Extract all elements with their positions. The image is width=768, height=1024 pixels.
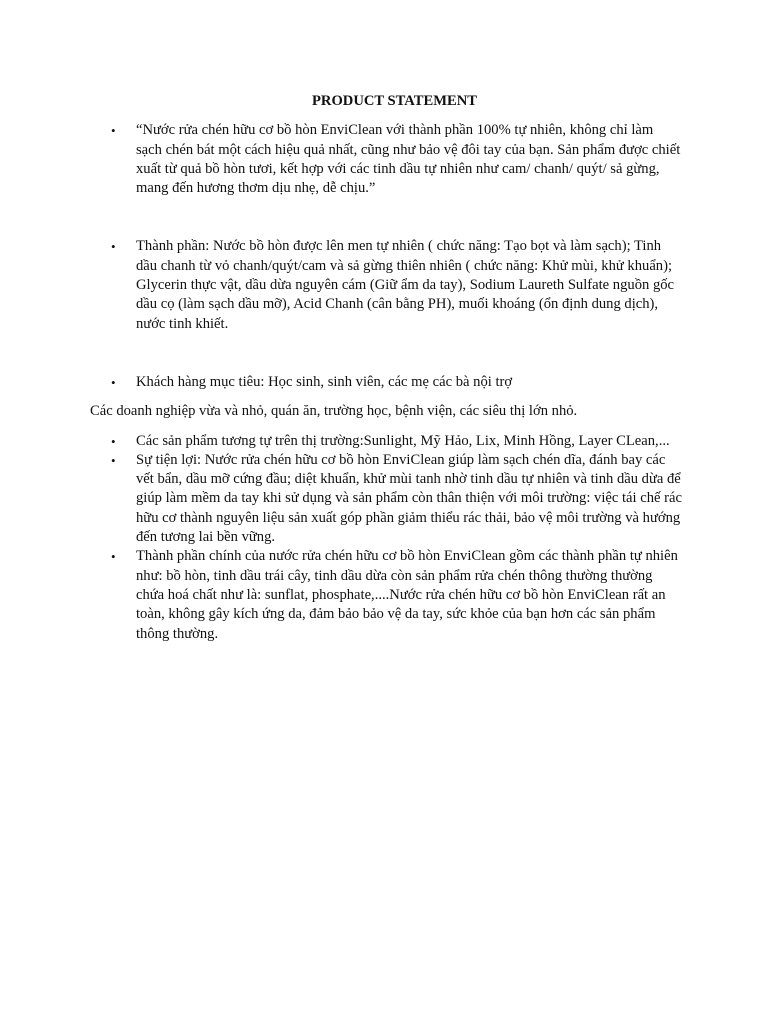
page-title: PRODUCT STATEMENT bbox=[311, 93, 477, 109]
bullet-icon: • bbox=[111, 452, 116, 468]
list-item-convenience bbox=[90, 451, 682, 547]
bullet-icon: • bbox=[111, 374, 116, 390]
list-item-competitors bbox=[90, 432, 682, 451]
list-item-text: “Nước rửa chén hữu cơ bồ hòn EnviClean với thành phần 100% tự nhiên, không chỉ làm sạch chén bát một cách hiệu quả nhất, cũng như bảo vệ đôi tay của bạn. Sản phẩm được chiết xuất từ quả bồ hòn tươi, kết hợp với các tinh dầu tự nhiên như cam/ chanh/ quýt/ sả gừng, mang đến hương thơm dịu nhẹ, dễ chịu.” bbox=[136, 122, 681, 197]
bullet-icon: • bbox=[111, 239, 116, 255]
list-item-ingredients bbox=[90, 237, 682, 333]
list-item-text: Khách hàng mục tiêu: Học sinh, sinh viên, các mẹ các bà nội trợ bbox=[136, 373, 513, 390]
bullet-list-ingredients bbox=[90, 237, 682, 333]
spacer bbox=[90, 392, 682, 402]
spacer bbox=[90, 334, 682, 373]
list-item-statement bbox=[90, 121, 682, 198]
list-item-text: Sự tiện lợi: Nước rửa chén hữu cơ bồ hòn EnviClean giúp làm sạch chén dĩa, đánh bay các vết bẩn, dầu mỡ cứng đầu; diệt khuẩn, khử mùi tanh nhờ tinh dầu tự nhiên và tinh dầu dừa để giúp làm mềm da tay khi sử dụng và sản phẩm còn thân thiện với môi trường: việc tái chế rác hữu cơ thành nguyên liệu sản xuất góp phần giảm thiểu rác thải, bảo vệ môi trường và hướng đến tương lai bền vững. bbox=[136, 451, 682, 546]
list-item-target-customers bbox=[90, 373, 682, 392]
bullet-list-customers bbox=[90, 373, 682, 392]
body-paragraph: Các doanh nghiệp vừa và nhỏ, quán ăn, trường học, bệnh viện, các siêu thị lớn nhỏ. bbox=[90, 403, 578, 420]
list-item-text: Thành phần chính của nước rửa chén hữu cơ bồ hòn EnviClean gồm các thành phần tự nhiên như: bồ hòn, tinh dầu trái cây, tinh dầu dừa còn sản phẩm rửa chén thông thường thường chứa hoá chất như là: sunflat, phosphate,....Nước rửa chén hữu cơ bồ hòn EnviClean rất an toàn, không gây kích ứng da, đảm bảo bảo vệ da tay, sức khỏe của bạn hơn các sản phẩm thông thường. bbox=[136, 548, 678, 642]
spacer bbox=[90, 198, 682, 237]
spacer bbox=[90, 422, 682, 432]
document-page bbox=[90, 92, 682, 644]
list-item-text: Thành phần: Nước bồ hòn được lên men tự nhiên ( chức năng: Tạo bọt và làm sạch); Tinh dầu chanh từ vỏ chanh/quýt/cam và sả gừng thiên nhiên ( chức năng: Khử mùi, khử khuẩn); Glycerin thực vật, dầu dừa nguyên cám (Giữ ẩm da tay), Sodium Laureth Sulfate nguồn gốc dầu cọ (làm sạch dầu mỡ), Acid Chanh (cân bằng PH), muối khoáng (ổn định dung dịch), nước tinh khiết. bbox=[136, 238, 675, 332]
bullet-list-details bbox=[90, 432, 682, 644]
bullet-list-intro bbox=[90, 121, 682, 198]
list-item-main-ingredients bbox=[90, 547, 682, 643]
bullet-icon: • bbox=[111, 123, 116, 139]
list-item-text: Các sản phẩm tương tự trên thị trường:Sunlight, Mỹ Hảo, Lix, Minh Hồng, Layer CLean,... bbox=[136, 432, 670, 449]
bullet-icon: • bbox=[111, 433, 116, 449]
bullet-icon: • bbox=[111, 549, 116, 565]
